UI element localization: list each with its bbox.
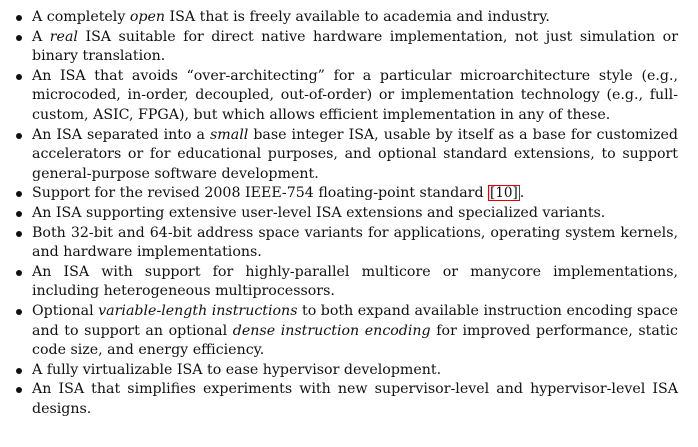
item-text: Support for the revised 2008 IEEE-754 floating-point standard xyxy=(32,185,489,202)
item-text-suffix: ISA suitable for direct native hardware implementation, not just simulation or binary translation. xyxy=(32,28,678,65)
bullet-marker xyxy=(16,211,22,217)
bullet-marker xyxy=(16,15,22,21)
bullet-marker xyxy=(16,231,22,237)
item-text: An ISA with support for highly-parallel multicore or manycore implementations, including heterogeneous multiprocessors. xyxy=(32,263,678,300)
item-text-suffix: ISA that is freely available to academia and industry. xyxy=(165,9,550,25)
item-text: An ISA that simplifies experiments with new supervisor-level and hypervisor-level ISA designs. xyxy=(32,381,678,417)
item-text: An ISA separated into a xyxy=(32,126,211,143)
citation-link[interactable]: [10] xyxy=(490,185,518,202)
list-item xyxy=(14,302,678,361)
list-item xyxy=(14,361,678,381)
goals-bullet-list xyxy=(14,8,678,419)
list-item xyxy=(14,184,678,204)
list-item xyxy=(14,126,678,185)
list-item xyxy=(14,67,678,126)
bullet-marker xyxy=(16,387,22,393)
item-emphasis: real xyxy=(49,28,78,45)
item-emphasis: small xyxy=(210,126,249,143)
item-text-suffix: base integer ISA, usable by itself as a base for customized accelerators or for educational purposes, and optional standard extensions, to support general-purpose software development. xyxy=(32,126,679,182)
item-text: A completely xyxy=(32,9,130,25)
bullet-marker xyxy=(16,191,22,197)
list-item xyxy=(14,380,678,419)
item-emphasis: variable-length instructions xyxy=(98,302,298,319)
item-text: An ISA that avoids “over-architecting” for a particular microarchitecture style (e.g., microcoded, in-order, decoupled, out-of-order) or implementation technology (e.g., full-custom, ASIC, FPGA), but which allows efficient implementation in any of these. xyxy=(32,67,678,123)
item-text: A xyxy=(32,28,50,45)
list-item xyxy=(14,8,678,28)
item-emphasis: open xyxy=(129,9,166,25)
item-text: An ISA supporting extensive user-level ISA extensions and specialized variants. xyxy=(32,204,606,221)
bullet-marker xyxy=(16,35,22,41)
list-item xyxy=(14,224,678,263)
bullet-marker xyxy=(16,309,22,315)
list-item xyxy=(14,204,678,224)
item-emphasis-second: dense instruction encoding xyxy=(232,322,431,339)
bullet-marker xyxy=(16,270,22,276)
item-text-suffix: . xyxy=(519,185,525,202)
item-text-suffix: for improved performance, static code size, and energy efficiency. xyxy=(32,322,678,359)
list-item xyxy=(14,263,678,302)
item-text: Optional xyxy=(32,302,99,319)
bullet-marker xyxy=(16,133,22,139)
bullet-marker xyxy=(16,74,22,80)
list-item xyxy=(14,28,678,67)
item-text: A fully virtualizable ISA to ease hypervisor development. xyxy=(32,361,442,378)
bullet-marker xyxy=(16,368,22,374)
item-text-middle: to both expand available instruction encoding space and to support an optional xyxy=(32,302,679,339)
item-text: Both 32-bit and 64-bit address space variants for applications, operating system kernels, and hardware implementations. xyxy=(32,224,678,261)
